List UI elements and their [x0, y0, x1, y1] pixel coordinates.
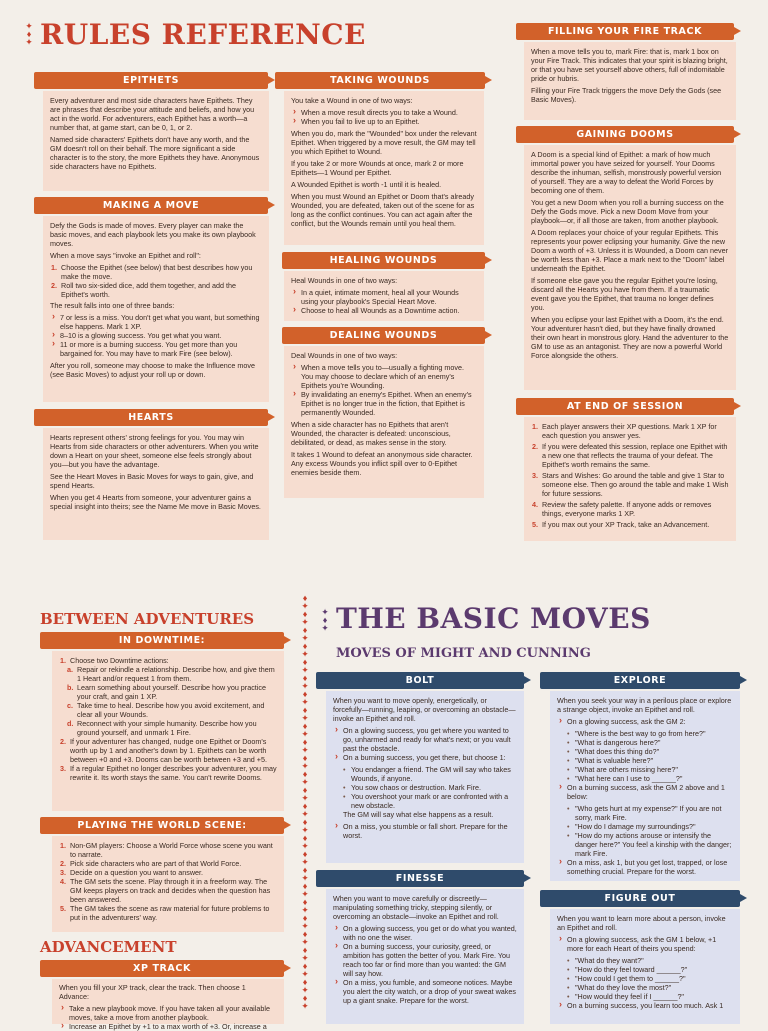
downtime-list — [59, 656, 277, 665]
box-fire-track — [524, 42, 736, 120]
list-item: • "What does this thing do?" — [557, 747, 733, 756]
explore-intro: When you seek your way in a perilous place or explore a strange object, invoke an Epithet and roll. — [557, 696, 732, 714]
bolt-choices — [333, 765, 517, 810]
move-bands — [50, 313, 262, 358]
banner-hearts: HEARTS — [34, 409, 268, 426]
list-item: 3. If a regular Epithet no longer describes your adventurer, you may rewrite it. Its worth stays the same. You can't rewrite Dooms. — [60, 764, 277, 782]
list-item: • "Who gets hurt at my expense?" If you are not sorry, mark Fire. — [557, 804, 733, 822]
list-item: 1. Choose the Epithet (see below) that best describes how you make the move. — [51, 263, 253, 281]
list-item: 2. Roll two six-sided dice, add them together, and add the Epithet's worth. — [51, 281, 237, 299]
list-item: 1. Each player answers their XP questions. Mark 1 XP for each question you answer yes. — [532, 422, 717, 440]
bolt-after: The GM will say what else happens as a result. — [343, 810, 494, 819]
banner-explore: EXPLORE — [540, 672, 740, 689]
list-item: › On a glowing success, ask the GM 1 below, +1 more for each Heart of theirs you spend: — [557, 935, 733, 953]
list-item: • "How would they feel if I ______?" — [557, 992, 733, 1001]
banner-epithets: EPITHETS — [34, 72, 268, 89]
box-end-of-session — [524, 417, 736, 541]
session-list — [531, 422, 729, 529]
list-item: › On a burning success, your curiosity, greed, or ambition has gotten the better of you. Mark Fire. You reach too far or find more than you wanted: the GM will say how. — [333, 942, 517, 978]
list-item: › On a burning success, you get there, but choose 1: — [333, 753, 517, 762]
list-item: 4. Review the safety palette. If anyone adds or removes things, everyone marks 1 XP. — [532, 500, 712, 518]
between-adventures-title: BETWEEN ADVENTURES — [40, 610, 255, 628]
list-item: › When you fail to live up to an Epithet. — [291, 117, 477, 126]
box-explore — [550, 691, 740, 881]
list-item: › On a burning success, you learn too much. Ask 1 — [557, 1001, 733, 1010]
dealing-p1: Deal Wounds in one of two ways: — [291, 351, 398, 360]
banner-making-a-move: MAKING A MOVE — [34, 197, 268, 214]
list-item: 2. If you were defeated this session, replace one Epithet with a new one that reflects the trauma of your defeat. The Epithet's worth remains the same. — [532, 442, 728, 469]
explore-burning — [557, 783, 733, 801]
basic-moves-title: THE BASIC MOVES — [336, 602, 651, 635]
fire-para: Filling your Fire Track triggers the move Defy the Gods (see Basic Moves). — [531, 86, 722, 104]
fire-para: When a move tells you to, mark Fire: that is, mark 1 box on your Fire Track. This indicates that your spirit is blazing bright, or that you have set yourself above others, full of indomitable pride or hubris. — [531, 47, 728, 83]
world-scene-list — [59, 841, 277, 922]
banner-end-of-session: AT END OF SESSION — [516, 398, 734, 415]
dooms-para: A Doom replaces your choice of your regular Epithets. This represents your power eclipsing your humanity. Give the new Doom a worth of +3. Unless it is Wounded, a Doom can never be worth less than +3. Place a mark next to the "Doom" label underneath the Epithet. — [531, 228, 729, 273]
list-item: › Increase an Epithet by +1 to a max worth of +3. Or, increase a — [59, 1022, 277, 1031]
list-item: • "How do I damage my surroundings?" — [557, 822, 733, 831]
list-item: 1. Choose two Downtime actions: — [60, 656, 169, 665]
figure-questions — [557, 956, 733, 1001]
list-item: 3. Decide on a question you want to answer. — [60, 868, 204, 877]
banner-world-scene: PLAYING THE WORLD SCENE: — [40, 817, 284, 834]
dooms-para: If someone else gave you the regular Epithet you're losing, discard all the Hearts you have from them. If a traumatic event gave you the Epithet, that trauma no longer defines you. — [531, 276, 718, 312]
move-para-1: Defy the Gods is made of moves. Every player can make the basic moves, and each playbook lets you make its own playbook moves. — [50, 221, 256, 248]
list-item: › When a move tells you to—usually a fighting move. You may choose to declare which of an enemy's Epithets you're Wounding. — [291, 363, 477, 390]
list-item: › On a miss, you fumble, and someone notices. Maybe you alert the city watch, or a drop of your sweat wakes up a giant snake. Prepare for the worst. — [333, 978, 517, 1005]
list-item: • "Where is the best way to go from here?" — [557, 729, 733, 738]
list-item: • "What is valuable here?" — [557, 756, 733, 765]
downtime-actions — [59, 665, 277, 737]
finesse-results — [333, 924, 517, 1005]
list-item: › Choose to heal all Wounds as a Downtime action. — [291, 306, 477, 315]
list-item: 1. Non-GM players: Choose a World Force whose scene you want to narrate. — [60, 841, 273, 859]
list-item: c. Take time to heal. Describe how you avoid excitement, and clear all your Wounds. — [67, 701, 265, 719]
box-taking-wounds — [284, 91, 484, 245]
box-making-a-move — [43, 216, 269, 402]
list-item: › In a quiet, intimate moment, heal all your Wounds using your playbook's Special Heart Move. — [291, 288, 477, 306]
list-item: • "What is dangerous here?" — [557, 738, 733, 747]
taking-para: When you do, mark the "Wounded" box under the relevant Epithet. When triggered by a move result, the GM may tell you which Epithet to Wound. — [291, 129, 477, 156]
move-para-2: When a move says "invoke an Epithet and roll": — [50, 251, 201, 260]
list-item: › 7 or less is a miss. You don't get what you want, but something else happens. Mark 1 XP. — [50, 313, 262, 331]
box-gaining-dooms — [524, 145, 736, 390]
taking-para: A Wounded Epithet is worth -1 until it is healed. — [291, 180, 442, 189]
figure-glowing — [557, 935, 733, 953]
taking-p1: You take a Wound in one of two ways: — [291, 96, 413, 105]
downtime-rest — [59, 737, 277, 782]
page-title: RULES REFERENCE — [40, 18, 366, 51]
list-item: 2. If your adventurer has changed, nudge one Epithet or Doom's worth up by 1 and another's down by 1. Epithets can be worth between +0 and +3. Dooms can be worth between +3 and +5. — [60, 737, 267, 764]
list-item: 5. If you max out your XP Track, take an Advancement. — [532, 520, 710, 529]
dealing-para: It takes 1 Wound to defeat an anonymous side character. Any excess Wounds you inflict spill over to 0-Epithet enemies beside them. — [291, 450, 473, 477]
taking-bullets — [291, 108, 477, 126]
list-item: › On a glowing success, ask the GM 2: — [557, 717, 733, 726]
xp-para: When you fill your XP track, clear the track. Then choose 1 Advance: — [59, 983, 246, 1001]
explore-glowing — [557, 717, 733, 726]
advancement-title: ADVANCEMENT — [40, 938, 177, 956]
list-item: a. Repair or rekindle a relationship. Describe how, and give them 1 Heart and/or request 1 from them. — [67, 665, 275, 683]
figure-intro: When you want to learn more about a person, invoke an Epithet and roll. — [557, 914, 726, 932]
list-item: › On a glowing success, you get where you wanted to go, unharmed and ready for what's next; or you vault past the obstacle. — [333, 726, 517, 753]
box-xp-track — [52, 979, 284, 1031]
taking-para: If you take 2 or more Wounds at once, mark 2 or more Epithets—1 Wound per Epithet. — [291, 159, 464, 177]
healing-bullets — [291, 288, 477, 315]
dooms-para: You get a new Doom when you roll a burning success on the Defy the Gods move. Pick a new Doom Move from your playbook—or, if all those are taken, from another playbook. — [531, 198, 724, 225]
list-item: › When a move result directs you to take a Wound. — [291, 108, 477, 117]
title-ornament: ✦ ♦ ✦ — [25, 21, 33, 47]
finesse-intro: When you want to move carefully or discreetly—manipulating something tricky, stepping silently, or overcoming an obstacle—invoke an Epithet and roll. — [333, 894, 499, 921]
list-item: • "What are others missing here?" — [557, 765, 733, 774]
box-dealing-wounds — [284, 346, 484, 498]
list-item: › 11 or more is a burning success. You get more than you bargained for. You may have to mark Fire (see below). — [50, 340, 262, 358]
list-item: d. Reconnect with your simple humanity. Describe how you ground yourself, and unmark 1 Fire. — [67, 719, 257, 737]
list-item: • "How do they feel toward ______?" — [557, 965, 733, 974]
banner-gaining-dooms: GAINING DOOMS — [516, 126, 734, 143]
figure-burning — [557, 1001, 733, 1010]
box-epithets — [43, 91, 269, 191]
banner-figure-out: FIGURE OUT — [540, 890, 740, 907]
box-finesse — [326, 889, 524, 1024]
healing-p1: Heal Wounds in one of two ways: — [291, 276, 398, 285]
taking-para: When you must Wound an Epithet or Doom that's already Wounded, you are defeated, taken out of the scene for as long as the conflict continues. You can act again after the conflict, but the Wounds remain until you heal them. — [291, 192, 475, 228]
list-item: › By invalidating an enemy's Epithet. When an enemy's Epithet is no longer true in the fiction, that Epithet is permanently Wounded. — [291, 390, 477, 417]
banner-fire-track: FILLING YOUR FIRE TRACK — [516, 23, 734, 40]
box-figure-out — [550, 909, 740, 1024]
bolt-results — [333, 726, 517, 762]
hearts-para-2: See the Heart Moves in Basic Moves for ways to gain, give, and spend Hearts. — [50, 472, 254, 490]
list-item: 2. Pick side characters who are part of that World Force. — [60, 859, 242, 868]
banner-xp-track: XP TRACK — [40, 960, 284, 977]
banner-bolt: BOLT — [316, 672, 524, 689]
list-item: • You sow chaos or destruction. Mark Fire. — [333, 783, 517, 792]
basic-moves-ornament: ♦ ✦ ♦ ✦ ♦ ✦ ♦ ✦ ♦ ✦ ♦ ✦ ♦ ✦ ♦ ✦ ♦ ✦ ♦ ✦ ♦ ✦ ♦ ✦ ♦ ✦ ♦ ✦ ♦ ✦ ♦ ✦ ♦ ✦ ♦ ✦ ♦ ✦ ♦ ✦ ♦ ✦ ♦ ✦ ♦ ✦ ♦ ✦ ♦ ✦ ♦ ✦ — [301, 593, 309, 1011]
list-item: • "What do they want?" — [557, 956, 733, 965]
move-para-4: After you roll, someone may choose to make the Influence move (see Basic Moves) to adjust your roll up or down. — [50, 361, 255, 379]
list-item: 5. The GM takes the scene as raw material for future problems to put in the adventurers' way. — [60, 904, 270, 922]
epithets-para-1: Every adventurer and most side characters have Epithets. They are phrases that describe your attitude and beliefs, and how you act in the world. For adventurers, each Epithet has a worth—a number that, at game start, can be 0, 1, or 2. — [50, 96, 255, 132]
box-healing-wounds — [284, 271, 484, 321]
hearts-para-3: When you get 4 Hearts from someone, your adventurer gains a special insight into theirs; see the Name Me move in Basic Moves. — [50, 493, 261, 511]
box-world-scene — [52, 836, 284, 932]
move-para-3: The result falls into one of three bands: — [50, 301, 175, 310]
xp-bullets — [59, 1004, 277, 1031]
list-item: 3. Stars and Wishes: Go around the table and give 1 Star to someone else. Then go around the table and make 1 Wish for future sessions. — [532, 471, 729, 498]
dooms-para: A Doom is a special kind of Epithet: a mark of how much immortal power you have seized for yourself. Your Dooms describe the inhuman, selfish, monstrously powerful version of yourself. They are a way to defeat the World Forces by becoming one of them. — [531, 150, 722, 195]
list-item: • "How could I get them to ______?" — [557, 974, 733, 983]
list-item: • "How do my actions arouse or intensify the danger here?" You feel a kinship with the danger; mark Fire. — [557, 831, 733, 858]
list-item: • "What here can I use to ______?" — [557, 774, 733, 783]
list-item: 4. The GM sets the scene. Play through it in a freeform way. The GM keeps players on track and decides when the question has been answered. — [60, 877, 271, 904]
list-item: b. Learn something about yourself. Describe how you practice your craft, and gain 1 XP. — [67, 683, 266, 701]
list-item: • You overshoot your mark or are confronted with a new obstacle. — [333, 792, 517, 810]
dealing-para: When a side character has no Epithets that aren't Wounded, the character is defeated: unconscious, debilitated, or dead, as makes sense in the story. — [291, 420, 451, 447]
explore-questions — [557, 729, 733, 783]
basic-moves-subtitle: MOVES OF MIGHT AND CUNNING — [336, 646, 591, 661]
dooms-para: When you eclipse your last Epithet with a Doom, it's the end. Your adventurer hasn't died, but they have finally drowned their own heart in monstrous glory. Hand the adventurer to the GM to use as an antagonist. They are now a powerful World Force alongside the others. — [531, 315, 729, 360]
banner-in-downtime: IN DOWNTIME: — [40, 632, 284, 649]
list-item: • "What do they love the most?" — [557, 983, 733, 992]
box-bolt — [326, 691, 524, 863]
box-hearts — [43, 428, 269, 540]
box-in-downtime — [52, 651, 284, 811]
explore-questions-2 — [557, 804, 733, 858]
banner-dealing-wounds: DEALING WOUNDS — [282, 327, 485, 344]
list-item: › Take a new playbook move. If you have taken all your available moves, take a move from another playbook. — [59, 1004, 277, 1022]
move-steps — [50, 263, 262, 299]
epithets-para-2: Named side characters' Epithets don't have any worth, and the GM doesn't roll on their behalf. The more significant a side character is to the story, the more Epithets they have. Anonymous side characters have no Epithets. — [50, 135, 260, 171]
list-item: › On a burning success, ask the GM 2 above and 1 below: — [557, 783, 733, 801]
hearts-para-1: Hearts represent others' strong feelings for you. You may win Hearts from side characters or other adventurers. When you write down a Heart on your sheet, someone else feels strongly about you—but you have the advantage. — [50, 433, 259, 469]
bolt-miss — [333, 822, 517, 840]
list-item: › 8–10 is a glowing success. You get what you want. — [50, 331, 262, 340]
banner-finesse: FINESSE — [316, 870, 524, 887]
list-item: › On a glowing success, you get or do what you wanted, with no one the wiser. — [333, 924, 517, 942]
bolt-intro: When you want to move openly, energetically, or forcefully—running, leaping, or overcoming an obstacle—invoke an Epithet and roll. — [333, 696, 516, 723]
banner-healing-wounds: HEALING WOUNDS — [282, 252, 485, 269]
list-item: • You endanger a friend. The GM will say who takes Wounds, if anyone. — [333, 765, 517, 783]
banner-taking-wounds: TAKING WOUNDS — [275, 72, 485, 89]
explore-miss — [557, 858, 733, 876]
dealing-bullets — [291, 363, 477, 417]
basic-title-ornament: ✦ ♦ ✦ — [321, 607, 329, 633]
list-item: › On a miss, ask 1, but you get lost, trapped, or lose something crucial. Prepare for the worst. — [557, 858, 733, 876]
list-item: › On a miss, you stumble or fall short. Prepare for the worst. — [333, 822, 517, 840]
